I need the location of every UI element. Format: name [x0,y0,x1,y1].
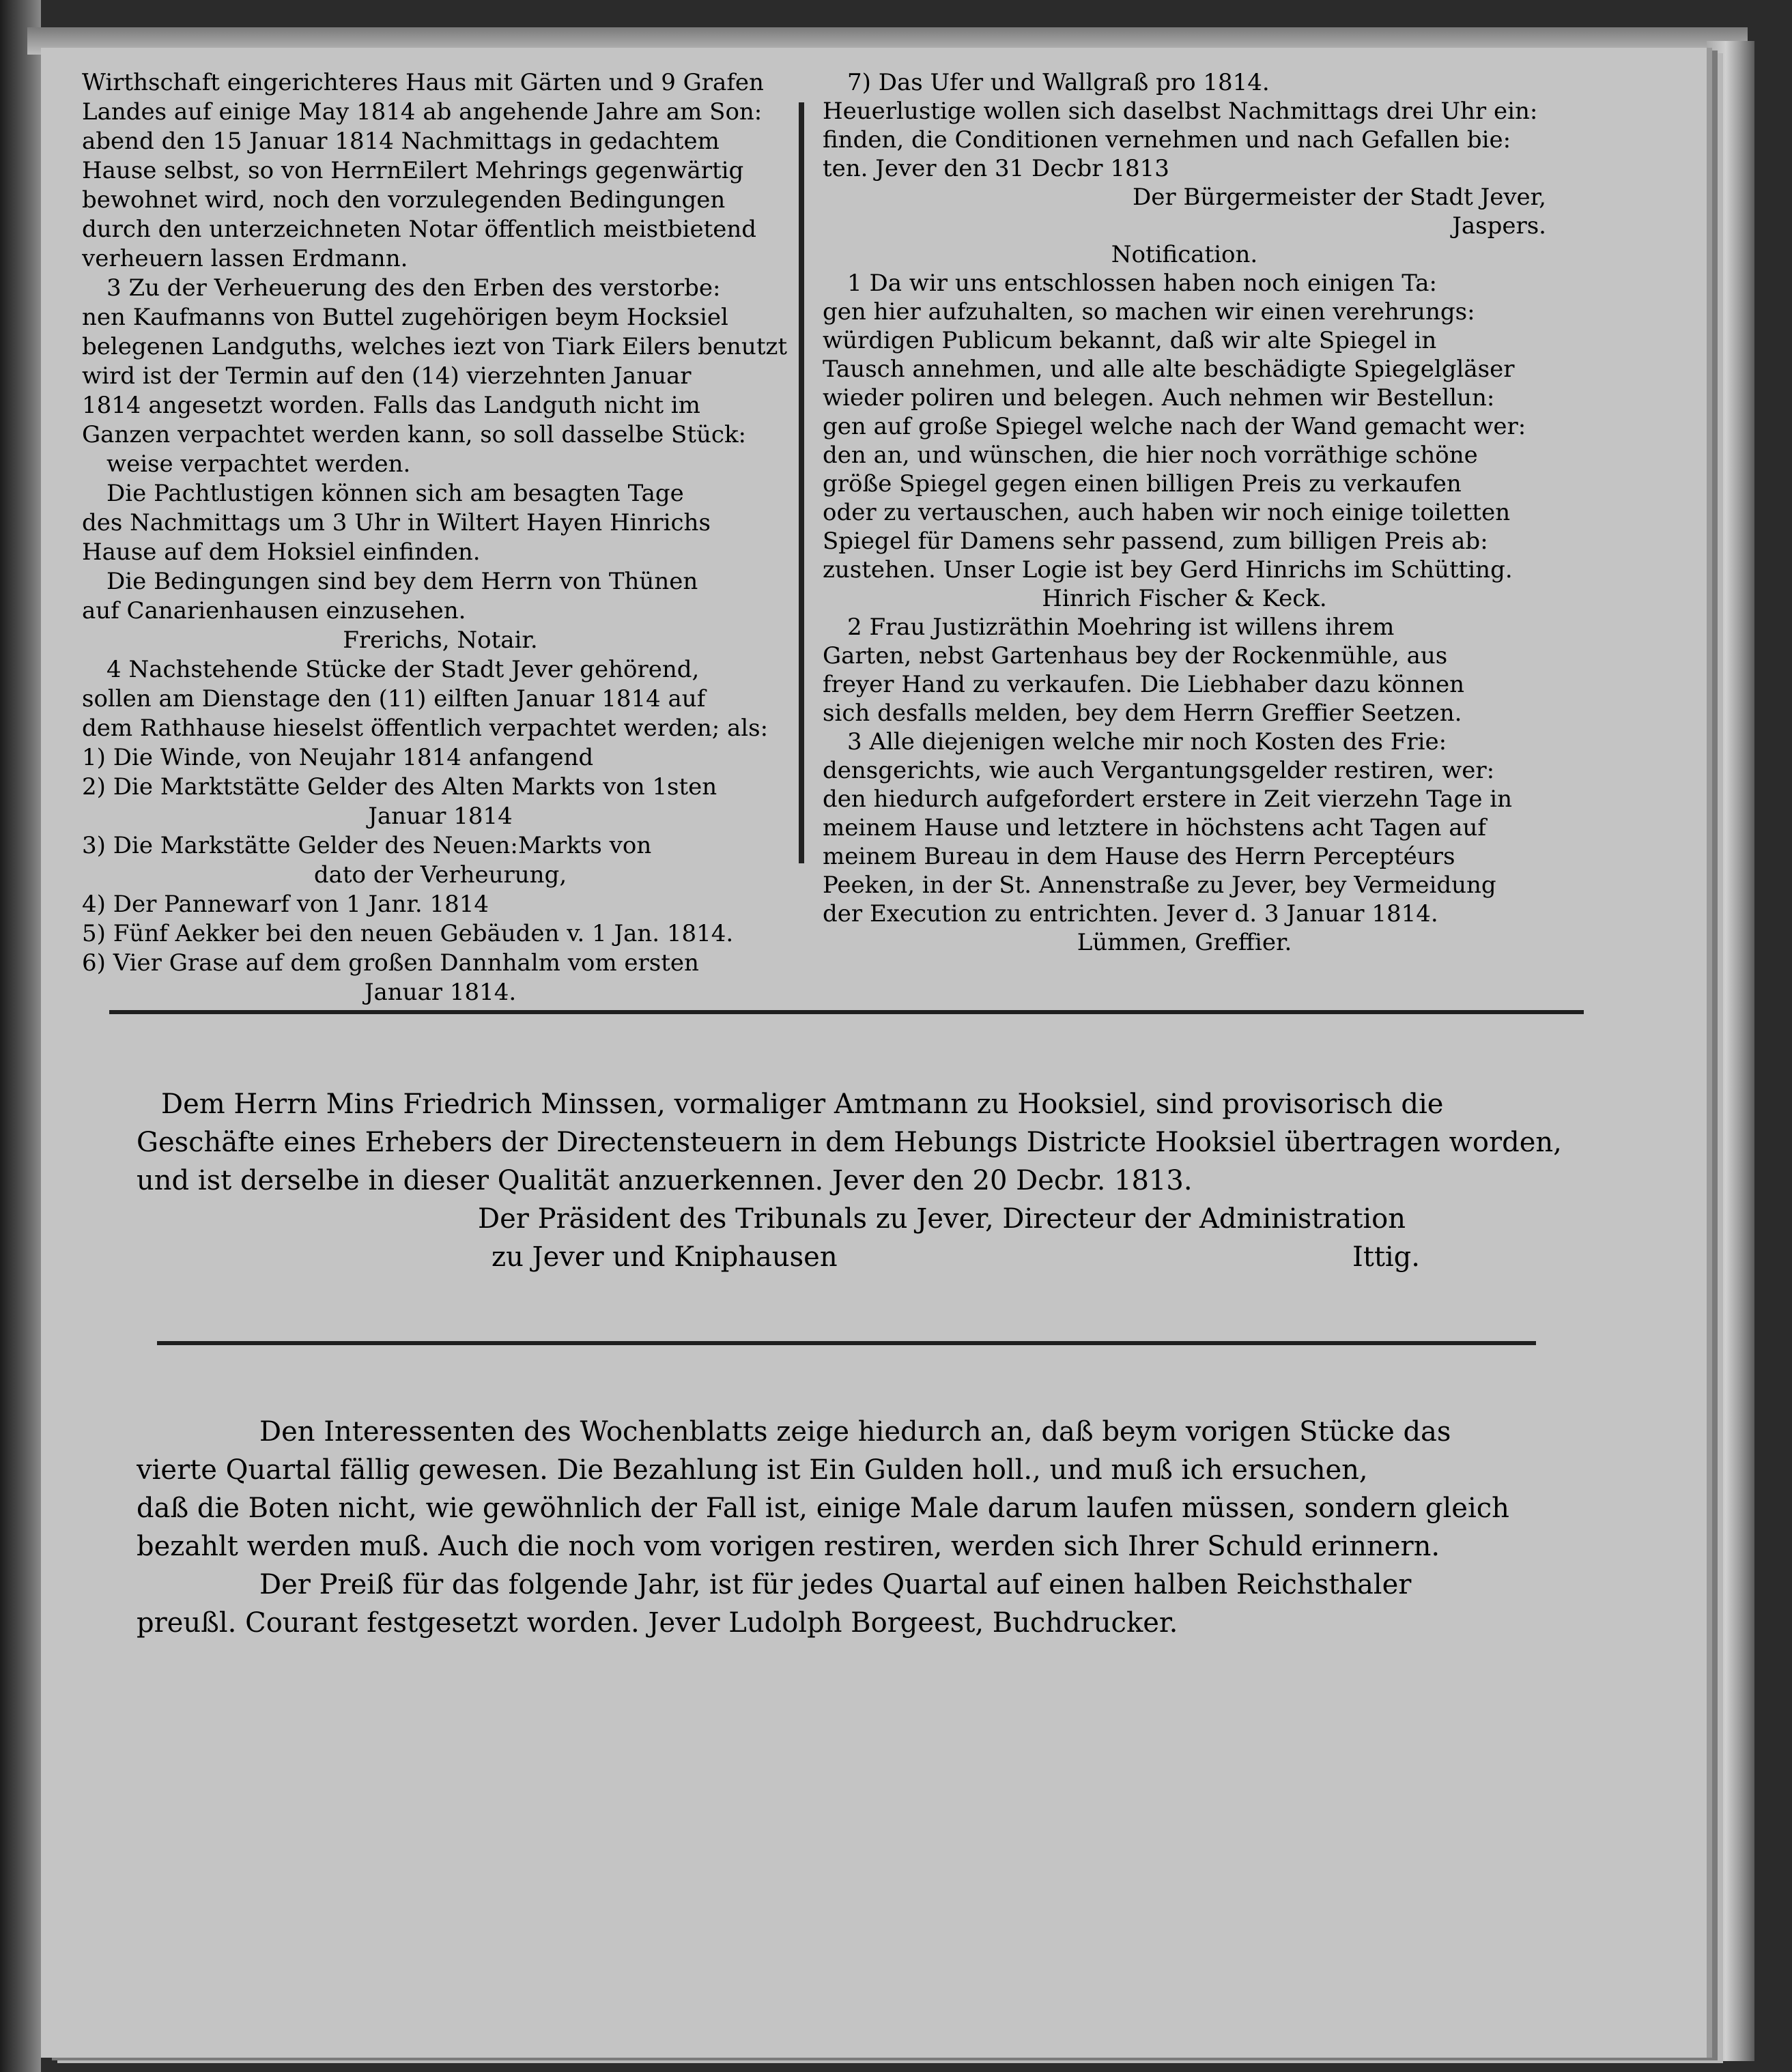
text-line: auf Canarienhausen einzusehen. [82,597,466,624]
text-line: weise verpachtet werden. [106,450,411,478]
text-line: des Nachmittags um 3 Uhr in Wiltert Hayen Hinrichs [82,509,711,536]
list-item: 7) Das Ufer und Wallgraß pro 1814. [847,69,1270,96]
text-line: sich desfalls melden, bey dem Herrn Greffier Seetzen. [823,700,1462,727]
signature-row [137,1238,1570,1276]
column-divider [799,102,804,863]
text-line: Hause auf dem Hoksiel einfinden. [82,538,481,566]
text-line: und ist derselbe in dieser Qualität anzuerkennen. Jever den 20 Decbr. 1813. [137,1165,1193,1196]
text-line: Dem Herrn Mins Friedrich Minssen, vormaliger Amtmann zu Hooksiel, sind provisorisch die [161,1089,1444,1120]
text-line: verheuern lassen Erdmann. [82,245,408,272]
text-line: Die Bedingungen sind bey dem Herrn von Thünen [106,568,698,595]
text-line: Heuerlustige wollen sich daselbst Nachmittags drei Uhr ein: [823,98,1538,125]
notice-wochenblatt [137,1413,1570,1642]
text-line: Ganzen verpachtet werden kann, so soll dasselbe Stück: [82,421,747,448]
text-line: ten. Jever den 31 Decbr 1813 [823,155,1169,182]
list-item: 6) Vier Grase auf dem großen Dannhalm vom ersten [82,949,699,977]
text-line: Hause selbst, so von HerrnEilert Mehrings gegenwärtig [82,157,744,184]
text-line: 1814 angesetzt worden. Falls das Landguth nicht im [82,392,700,419]
text-line: Die Pachtlustigen können sich am besagten Tage [106,480,684,507]
text-line: wird ist der Termin auf den (14) vierzehnten Januar [82,362,692,390]
list-item: 1) Die Winde, von Neujahr 1814 anfangend [82,744,594,771]
text-line: Der Bürgermeister der Stadt Jever, [1132,184,1546,211]
text-line: nen Kaufmanns von Buttel zugehörigen beym Hocksiel [82,304,728,331]
text-line: dem Rathhause hieselst öffentlich verpachtet werden; als: [82,715,769,742]
text-line: den hiedurch aufgefordert erstere in Zeit vierzehn Tage in [823,786,1513,813]
text-line: Tausch annehmen, und alle alte beschädigte Spiegelgläser [823,356,1515,383]
list-item: 3) Die Markstätte Gelder des Neuen:Markts von [82,832,652,859]
text-line: zustehen. Unser Logie ist bey Gerd Hinrichs im Schütting. [823,556,1513,584]
text-line: 3 Alle diejenigen welche mir noch Kosten des Frie: [847,728,1447,756]
text-line: belegenen Landguths, welches iezt von Tiark Eilers benutzt [82,333,788,360]
section-heading-notification: Notification. [1111,241,1258,268]
text-line: wieder poliren und belegen. Auch nehmen wir Bestellun: [823,384,1495,412]
text-line: der Execution zu entrichten. Jever d. 3 Januar 1814. [823,900,1438,927]
text-line: Den Interessenten des Wochenblatts zeige hiedurch an, daß beym vorigen Stücke das [259,1416,1451,1448]
text-line: preußl. Courant festgesetzt worden. Jever Ludolph Borgeest, Buchdrucker. [137,1607,1178,1639]
text-line: 3 Zu der Verheuerung des den Erben des verstorbe: [106,274,721,302]
text-line: den an, und wünschen, die hier noch vorräthige schöne [823,442,1478,469]
list-item: 2) Die Marktstätte Gelder des Alten Markts von 1sten [82,773,717,801]
list-item-continuation: Januar 1814. [364,979,517,1006]
text-line: sollen am Dienstage den (11) eilften Januar 1814 auf [82,685,706,713]
text-line: Landes auf einige May 1814 ab angehende Jahre am Son: [82,98,763,126]
text-line: bezahlt werden muß. Auch die noch vom vorigen restiren, werden sich Ihrer Schuld erinnern. [137,1531,1440,1562]
text-line: gen hier aufzuhalten, so machen wir einen verehrungs: [823,298,1475,326]
left-column [82,68,799,1007]
signature-president: Der Präsident des Tribunals zu Jever, Directeur der Administration [478,1203,1406,1235]
page-right-edge [1707,41,1754,2061]
text-line: Spiegel für Damens sehr passend, zum billigen Preis ab: [823,528,1488,555]
text-line: Der Preiß für das folgende Jahr, ist für jedes Quartal auf einen halben Reichsthaler [259,1569,1412,1600]
text-line: 1 Da wir uns entschlossen haben noch einigen Ta: [847,270,1437,297]
text-line: 4 Nachstehende Stücke der Stadt Jever gehörend, [106,656,700,683]
text-line: finden, die Conditionen vernehmen und nach Gefallen bie: [823,126,1511,154]
book-spine [0,0,41,2072]
text-line: daß die Boten nicht, wie gewöhnlich der Fall ist, einige Male darum laufen müssen, sondern gleich [137,1493,1509,1524]
signature-frerichs: Frerichs, Notair. [343,627,538,654]
text-line: densgerichts, wie auch Vergantungsgelder restiren, wer: [823,757,1495,784]
text-line: Wirthschaft eingerichteres Haus mit Gärten und 9 Grafen [82,69,764,96]
text-line: abend den 15 Januar 1814 Nachmittags in gedachtem [82,128,720,155]
text-line: oder zu vertauschen, auch haben wir noch einige toiletten [823,499,1511,526]
text-line: Garten, nebst Gartenhaus bey der Rockenmühle, aus [823,642,1448,670]
text-line: freyer Hand zu verkaufen. Die Liebhaber dazu können [823,671,1464,698]
right-column [823,68,1546,957]
text-line: 2 Frau Justizräthin Moehring ist willens ihrem [847,614,1395,641]
text-line: Peeken, in der St. Annenstraße zu Jever, bey Vermeidung [823,872,1496,899]
list-item: 5) Fünf Aekker bei den neuen Gebäuden v. 1 Jan. 1814. [82,920,734,947]
signature-location: zu Jever und Kniphausen [492,1241,838,1273]
signature-jaspers: Jaspers. [1452,212,1546,240]
text-line: bewohnet wird, noch den vorzulegenden Bedingungen [82,186,726,214]
section-divider [109,1010,1584,1014]
text-line: gen auf große Spiegel welche nach der Wand gemacht wer: [823,413,1526,440]
list-item: 4) Der Pannewarf von 1 Janr. 1814 [82,891,489,918]
signature-luemmen: Lümmen, Greffier. [1077,929,1292,956]
text-line: Geschäfte eines Erhebers der Directensteuern in dem Hebungs Districte Hooksiel übertragen worden, [137,1127,1562,1158]
list-item-continuation: Januar 1814 [368,803,513,830]
text-line: vierte Quartal fällig gewesen. Die Bezahlung ist Ein Gulden holl., und muß ich ersuchen, [137,1454,1368,1486]
signature-ittig: Ittig. [1352,1241,1420,1273]
notice-minssen [137,1085,1570,1276]
text-line: durch den unterzeichneten Notar öffentlich meistbietend [82,216,757,243]
list-item-continuation: dato der Verheurung, [313,861,567,889]
section-divider [157,1341,1536,1345]
signature-fischer-keck: Hinrich Fischer & Keck. [1042,585,1327,612]
text-line: meinem Hause und letztere in höchstens acht Tagen auf [823,814,1487,841]
text-line: meinem Bureau in dem Hause des Herrn Perceptéurs [823,843,1455,870]
text-line: würdigen Publicum bekannt, daß wir alte Spiegel in [823,327,1437,354]
text-line: größe Spiegel gegen einen billigen Preis zu verkaufen [823,470,1462,498]
